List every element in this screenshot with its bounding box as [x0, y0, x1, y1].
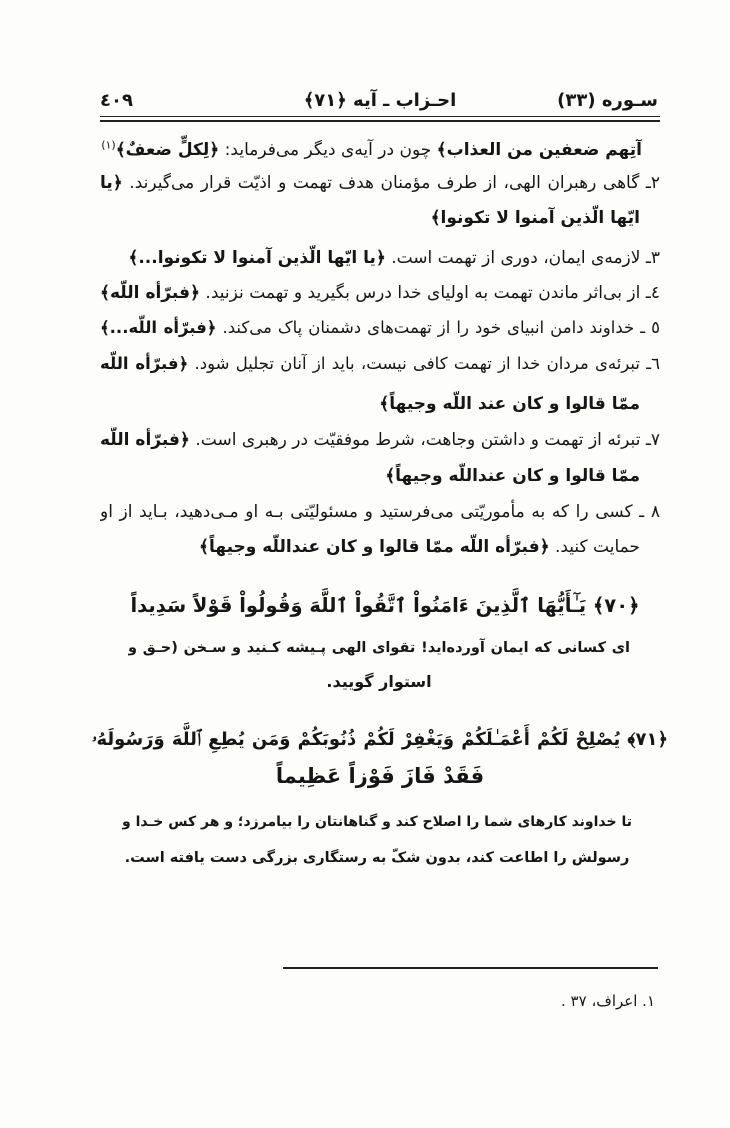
lesson-line — [100, 168, 660, 198]
footnote-rule — [283, 967, 658, 969]
quran-quote: ﴿فبرّأه اللّه — [100, 354, 189, 373]
quran-quote: ﴿فبرّأه اللّه...﴾ — [100, 318, 217, 337]
lesson-line — [100, 278, 660, 308]
quran-quote: ﴿فبرّأه اللّه — [100, 430, 190, 450]
verse-number: ﴿۷۱﴾ — [627, 729, 668, 750]
body-text: ۸ ـ کسی را که به مأموریّتی می‌فرستید و مسئولیّتی بـه او مـی‌دهید، بـاید از او — [100, 502, 660, 522]
body-text: ٦ـ تبرئه‌ی مردان خدا از تهمت کافی نیست، باید از آنان تجلیل شود. — [188, 354, 660, 373]
verse-71-translation-line: تا خداوند کارهای شما را اصلاح کند و گناهانتان را بیامرزد؛ و هر کس خـدا و — [122, 814, 632, 830]
verse-70-translation-line: استوار گویید. — [326, 672, 432, 691]
lesson-line — [100, 203, 640, 233]
body-text: ۷ـ تبرئه از تهمت و داشتن وجاهت، شرط موفقیّت در رهبری است. — [189, 430, 660, 450]
section-title: احـزاب ـ آیه ﴿۷۱﴾ — [303, 90, 457, 111]
body-text: ٤ـ از بی‌اثر ماندن تهمت به اولیای خدا درس بگیرید و تهمت نزنید. — [199, 283, 660, 303]
lesson-line — [100, 497, 660, 527]
verse-text: يُصْلِحْ لَكُمْ أَعْمَـٰلَكُمْ وَيَغْفِرْ لَكُمْ ذُنُوبَكُمْ وَمَن يُطِعِ ٱللَّهَ وَرَسُولَهُۥ — [92, 729, 621, 750]
lesson-line — [100, 349, 660, 379]
quran-quote: ممّا قالوا و کان عنداللّه وجیهاً﴾ — [385, 466, 640, 486]
body-text: ۲ـ گاهی رهبران الهی، از طرف مؤمنان هدف تهمت و اذیّت قرار می‌گیرند. — [122, 173, 660, 193]
lesson-line — [100, 532, 640, 562]
body-text: چون در آیه‌ی دیگر می‌فرماید: — [219, 140, 437, 160]
lesson-line — [100, 389, 640, 419]
verse-number: ﴿۷۰﴾ — [592, 594, 640, 617]
verse-71-translation-line: رسولش را اطاعت کند، بدون شکّ به رستگاری بزرگی دست یافته است. — [124, 850, 630, 866]
verse-71-arabic — [92, 722, 668, 758]
lesson-line — [82, 135, 642, 165]
quran-quote: ﴿فبرّأه اللّه﴾ — [100, 283, 200, 303]
verse-71-arabic-continued: فَقَدْ فَازَ فَوْزاً عَظِيماً — [275, 764, 485, 788]
quran-quote: ممّا قالوا و کان عند اللّه وجیهاً﴾ — [379, 394, 640, 414]
body-text: حمایت کنید. — [549, 537, 640, 557]
lesson-line — [100, 425, 660, 455]
lesson-line — [100, 313, 660, 343]
lesson-line — [100, 461, 640, 491]
page-number: ٤٠٩ — [100, 90, 133, 111]
quran-quote: ﴿فبرّأه اللّه ممّا قالوا و کان عنداللّه وجیهاً﴾ — [199, 537, 550, 557]
verse-70-translation-line: ای کسانی که ایمان آورده‌اید! تقوای الهی پـیشه کـنید و سـخن (حـق و — [128, 640, 630, 656]
quran-quote: ﴿لِكلٍّ ضعفٌ﴾ — [115, 140, 220, 160]
footnote-reference: (۱) — [101, 138, 116, 152]
surah-label: سـوره (۳۳) — [557, 90, 658, 111]
header-rule — [100, 116, 660, 122]
body-text: ۳ـ لازمه‌ی ایمان، دوری از تهمت است. — [385, 248, 660, 268]
body-text: ٥ ـ خداوند دامن انبیای خود را از تهمت‌های دشمنان پاک می‌کند. — [216, 318, 660, 337]
quran-quote: ﴿یا — [100, 173, 123, 193]
quran-quote: ایّها الّذین آمنوا لا تکونوا﴾ — [430, 208, 640, 228]
quran-quote: آتِهم ضعفين من العذاب﴾ — [436, 140, 642, 160]
verse-70-arabic — [130, 588, 640, 624]
lesson-line — [100, 243, 660, 273]
footnote: ١. اعراف، ٣٧ . — [561, 992, 655, 1010]
quran-quote: ﴿یا ایّها الّذین آمنوا لا تکونوا...﴾ — [128, 248, 386, 268]
verse-text: يَـٰٓأَيُّهَا ٱلَّذِينَ ءَامَنُواْ ٱتَّقُواْ ٱللَّهَ وَقُولُواْ قَوْلاً سَدِيداً — [130, 594, 587, 617]
